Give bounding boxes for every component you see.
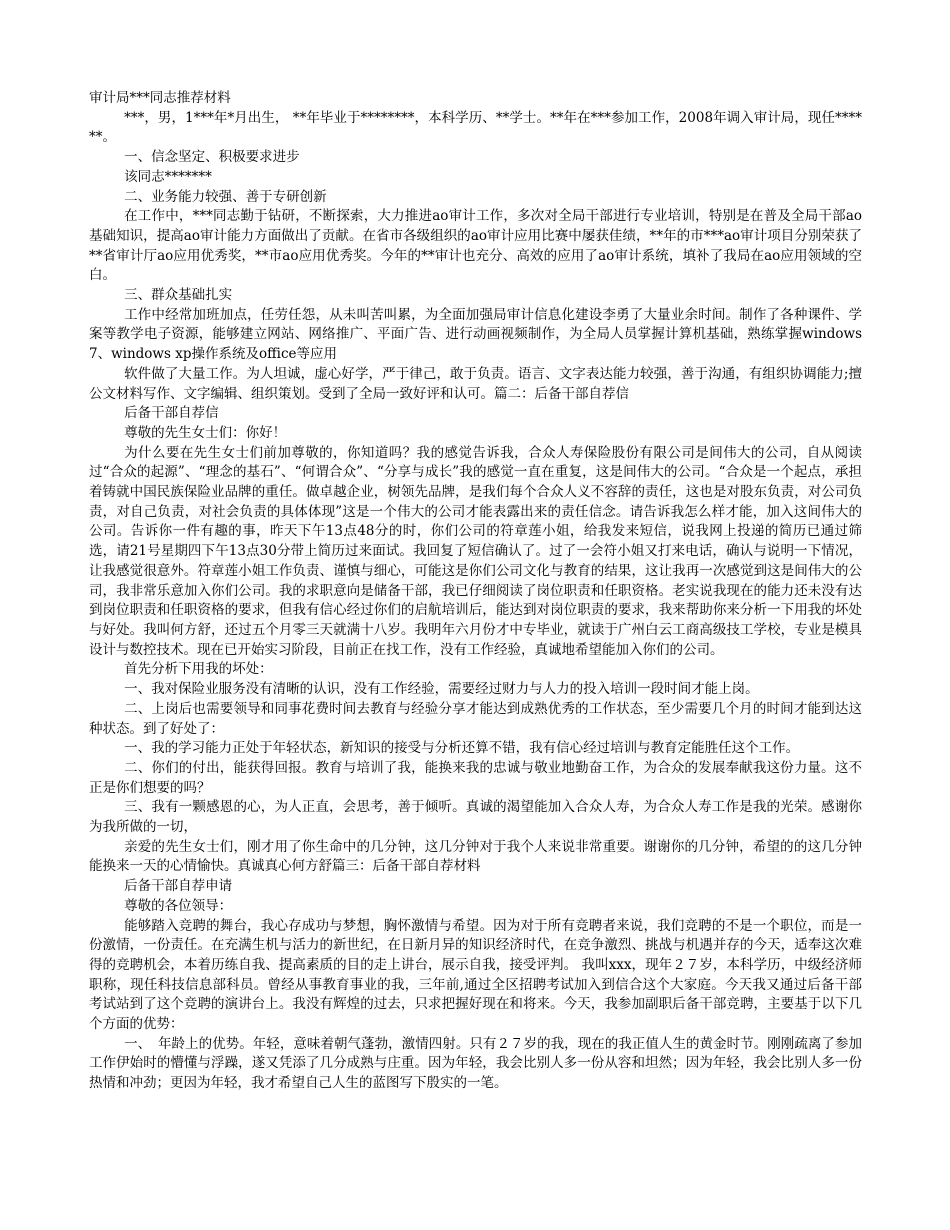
paragraph: 亲爱的先生女士们，刚才用了你生命中的几分钟，这几分钟对于我个人来说非常重要。谢谢你的几分钟，希望的的这几分钟能换来一天的心情愉快。真诚真心何方舒篇三：后备干部自荐材料 bbox=[89, 838, 862, 875]
paragraph: 软件做了大量工作。为人坦诚，虚心好学，严于律己，敢于负责。语言、文字表达能力较强，善于沟通，有组织协调能力;擅公文材料写作、文字编辑、组织策划。受到了全局一致好评和认可。篇二：后备干部自荐信 bbox=[89, 365, 862, 402]
paragraph: 能够踏入竞聘的舞台，我心存成功与梦想，胸怀激情与希望。因为对于所有竞聘者来说，我们竞聘的不是一个职位，而是一份激情，一份责任。在充满生机与活力的新世纪，在日新月异的知识经济时代，在竞争激烈、挑战与机遇并存的今天，适奉这次难得的竞聘机会，本着历练自我、提高素质的目的走上讲台，展示自我，接受评判。 我叫xxx，现年２７岁，本科学历，中级经济师职称，现任科技信息部科员。曾经从事教育事业的我，三年前,通过全区招聘考试加入到信合这个大家庭。今天我又通过后备干部考试站到了这个竞聘的演讲台上。我没有辉煌的过去，只求把握好现在和将来。今天，我参加副职后备干部竞聘，主要基于以下几个方面的优势： bbox=[89, 917, 862, 1033]
paragraph: 二、你们的付出，能获得回报。教育与培训了我，能换来我的忠诚与敬业地勤奋工作，为合众的发展奉献我这份力量。这不正是你们想要的吗？ bbox=[89, 759, 862, 796]
letter-heading: 后备干部自荐信 bbox=[124, 405, 219, 422]
paragraph: 一、我对保险业服务没有清晰的认识，没有工作经验，需要经过财力与人力的投入培训一段时间才能上岗。 bbox=[124, 681, 759, 698]
paragraph: 一、我的学习能力正处于年轻状态，新知识的接受与分析还算不错，我有信心经过培训与教育定能胜任这个工作。 bbox=[124, 740, 800, 757]
section-heading: 二、业务能力较强、善于专研创新 bbox=[124, 188, 327, 205]
paragraph: 该同志******* bbox=[124, 168, 212, 185]
section-heading: 三、群众基础扎实 bbox=[124, 287, 233, 304]
paragraph: ***，男，1***年*月出生， **年毕业于********，本科学历、**学士。**年在***参加工作，2008年调入审计局，现任******。 bbox=[89, 109, 862, 146]
letter-heading: 后备干部自荐申请 bbox=[124, 878, 233, 895]
section-heading: 一、信念坚定、积极要求进步 bbox=[124, 149, 300, 166]
paragraph: 二、上岗后也需要领导和同事花费时间去教育与经验分享才能达到成熟优秀的工作状态，至少需要几个月的时间才能到达这种状态。到了好处了： bbox=[89, 700, 862, 737]
document-title: 审计局***同志推荐材料 bbox=[89, 90, 231, 106]
paragraph: 工作中经常加班加点，任劳任怨，从未叫苦叫累，为全面加强局审计信息化建设李勇了大量业余时间。制作了各种课件、学案等教学电子资源，能够建立网站、网络推广、平面广告、进行动画视频制作，为全局人员掌握计算机基础，熟练掌握windows 7、windows xp操作系统及office等应用 bbox=[89, 306, 862, 363]
salutation: 尊敬的各位领导： bbox=[124, 897, 233, 914]
paragraph: 为什么要在先生女士们前加尊敬的，你知道吗？我的感觉告诉我，合众人寿保险股份有限公司是间伟大的公司，自从阅读过“合众的起源”、“理念的基石”、“何谓合众”、“分享与成长”我的感觉一直在重复，这是间伟大的公司。“合众是一个起点，承担着铸就中国民族保险业品牌的重任。做卓越企业，树领先品牌，是我们每个合众人义不容辞的责任，这也是对股东负责，对公司负责，对自己负责，对社会负责的具体体现”这是一个伟大的公司才能表露出来的责任信念。请告诉我怎么样才能，加入这间伟大的公司。告诉你一件有趣的事，昨天下午13点48分的时，你们公司的符章莲小姐，给我发来短信，说我网上投递的简历已通过筛选，请21号星期四下午13点30分带上简历过来面试。我回复了短信确认了。过了一会符小姐又打来电话，确认与说明一下情况，让我感觉很意外。符章莲小姐工作负责、谨慎与细心，可能这是你们公司文化与教育的结果，这让我再一次感觉到这是间伟大的公司，我非常乐意加入你们公司。我的求职意向是储备干部，我已仔细阅读了岗位职责和任职资格。老实说我现在的能力还未没有达到岗位职责和任职资格的要求，但我有信心经过你们的启航培训后，能达到对岗位职责的要求，我来帮助你来分析一下用我的坏处与好处。我叫何方舒，还过五个月零三天就满十八岁。我明年六月份才中专毕业，就读于广州白云工商高级技工学校，专业是模具设计与数控技术。现在已开始实习阶段，目前正在找工作，没有工作经验，真诚地希望能加入你们的公司。 bbox=[89, 444, 862, 658]
paragraph: 首先分析下用我的坏处： bbox=[124, 661, 273, 678]
paragraph: 三、我有一颗感恩的心，为人正直，会思考，善于倾听。真诚的渴望能加入合众人寿，为合众人寿工作是我的光荣。感谢你为我所做的一切， bbox=[89, 799, 862, 836]
paragraph: 在工作中，***同志勤于钻研，不断探索，大力推进ao审计工作，多次对全局干部进行专业培训，特别是在普及全局干部ao基础知识，提高ao审计能力方面做出了贡献。在省市各级组织的ao审计应用比赛中屡获佳绩，**年的市***ao审计项目分别荣获了**省审计厅ao应用优秀奖，**市ao应用优秀奖。今年的**审计也充分、高效的应用了ao审计系统，填补了我局在ao应用领域的空白。 bbox=[89, 208, 862, 284]
salutation: 尊敬的先生女士们：你好！ bbox=[124, 424, 287, 441]
document-body bbox=[89, 89, 862, 1094]
paragraph: 一、 年龄上的优势。年轻，意味着朝气蓬勃，激情四射。只有２７岁的我，现在的我正值人生的黄金时节。刚刚疏离了参加工作伊始时的懵懂与浮躁，遂又凭添了几分成熟与庄重。因为年轻，我会比别人多一份从容和坦然；因为年轻，我会比别人多一份热情和冲劲；更因为年轻，我才希望自己人生的蓝图写下殷实的一笔。 bbox=[89, 1035, 862, 1092]
